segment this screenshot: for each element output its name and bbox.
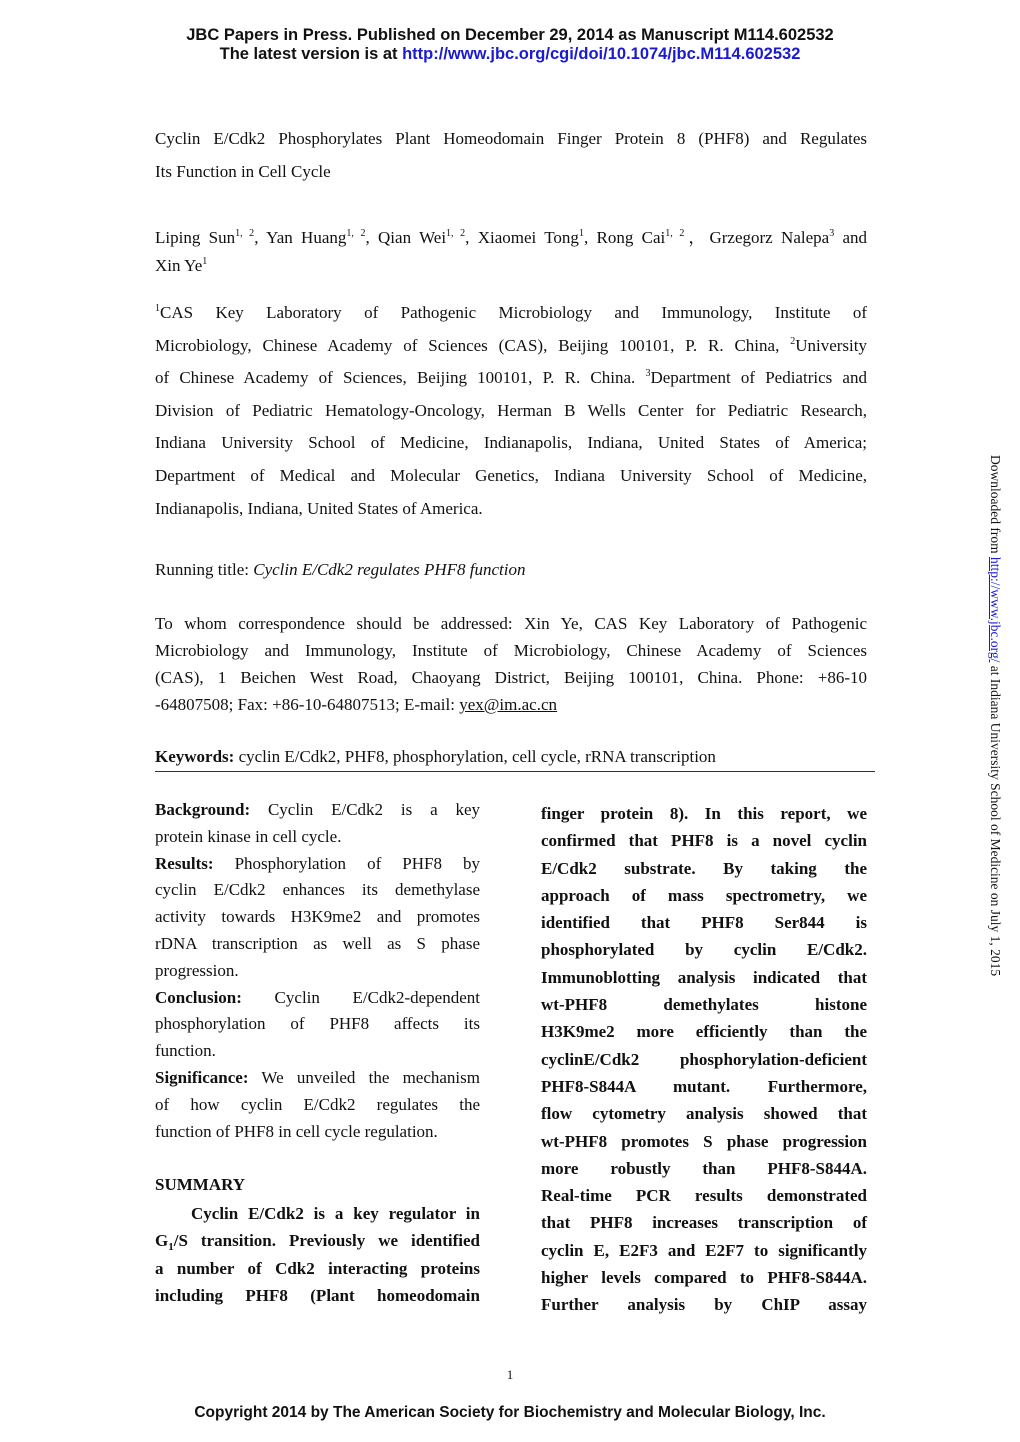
correspondence [155, 610, 867, 718]
abstract-line: function. [155, 1041, 216, 1061]
affil-mark: 2 [790, 335, 796, 347]
keywords-label: Keywords: [155, 747, 235, 766]
structured-abstract [155, 797, 480, 1145]
author-name: Xin Ye [155, 256, 203, 275]
abstract-line: protein kinase in cell cycle. [155, 826, 342, 846]
banner-prefix: The latest version is at [219, 45, 403, 63]
affil-line-2 [155, 330, 867, 363]
affil-mark: 1 [155, 303, 160, 314]
summary-cont-line: Further analysis by ChIP assay [541, 1295, 867, 1315]
corr-line-4 [155, 691, 867, 718]
banner-line-2 [0, 45, 1020, 64]
corr-text: -64807508; Fax: +86-10-64807513; E-mail: [155, 695, 460, 714]
keywords [155, 744, 867, 770]
summary-cont-line: wt-PHF8 promotes S phase progression [541, 1131, 867, 1151]
running-title-text: Cyclin E/Cdk2 regulates PHF8 function [253, 560, 526, 579]
author-affil-mark: 1, 2 [446, 228, 466, 239]
abstract-line [155, 1065, 480, 1092]
affil-line-3 [155, 362, 867, 395]
abstract-line [155, 985, 480, 1012]
summary-continued [541, 800, 867, 1319]
summary-cont-line: more robustly than PHF8-S844A. [541, 1158, 867, 1178]
running-title-label: Running title: [155, 560, 254, 579]
author-affil-mark: 1 [578, 228, 584, 239]
abstract-line: phosphorylation of PHF8 affects its [155, 1014, 480, 1034]
affil-line-7: Indianapolis, Indiana, United States of America. [155, 498, 483, 518]
affil-text: of Chinese Academy of Sciences, Beijing 100101, P. R. China. [155, 368, 646, 388]
abstract-line: cyclin E/Cdk2 enhances its demethylase [155, 880, 480, 900]
author-affil-mark: 1 [202, 256, 208, 267]
press-banner [0, 26, 1020, 64]
summary-cont-line: flow cytometry analysis showed that [541, 1104, 867, 1124]
author-affil-mark: 1, 2 [665, 228, 685, 239]
summary-line: a number of Cdk2 interacting proteins [155, 1258, 480, 1278]
authors-line-2 [155, 252, 867, 280]
affil-text: CAS Key Laboratory of Pathogenic Microbiology and Immunology, Institute of [160, 303, 867, 322]
abstract-text: Phosphorylation of PHF8 by [213, 853, 480, 873]
conclusion-label: Conclusion: [155, 987, 242, 1007]
affil-mark: 3 [645, 368, 651, 380]
doi-link[interactable]: http://www.jbc.org/cgi/doi/10.1074/jbc.M114.602532 [402, 45, 801, 63]
abstract-line [155, 851, 480, 878]
summary-cont-line: wt-PHF8 demethylates histone [541, 995, 867, 1015]
background-label: Background: [155, 800, 251, 819]
authors-line-1 [155, 224, 867, 252]
summary-text-rest: /S transition. Previously we identified [173, 1231, 480, 1251]
affiliations [155, 297, 867, 525]
summary-heading: SUMMARY [155, 1175, 246, 1194]
author-name: ，Grzegorz Nalepa [684, 228, 830, 247]
abstract-text: We unveiled the mechanism [248, 1067, 480, 1087]
jbc-link[interactable]: http://www.jbc.org/ [988, 556, 1003, 663]
affil-line-4: Division of Pediatric Hematology-Oncology, Herman B Wells Center for Pediatric Research, [155, 400, 867, 420]
author-affil-mark: 1, 2 [346, 228, 366, 239]
author-name: , Rong Cai [583, 228, 666, 247]
summary-cont-line: that PHF8 increases transcription of [541, 1213, 867, 1233]
download-sidebar [987, 455, 1003, 976]
sidebar-prefix: Downloaded from [988, 455, 1003, 557]
summary-cont-line: Real-time PCR results demonstrated [541, 1186, 867, 1206]
author-name: , Qian Wei [365, 228, 447, 247]
summary-text [155, 1200, 480, 1309]
abstract-text: Cyclin E/Cdk2-dependent [241, 987, 480, 1007]
summary-cont-line: approach of mass spectrometry, we [541, 885, 867, 905]
summary-cont-line: cyclin E, E2F3 and E2F7 to significantly [541, 1240, 867, 1260]
abstract-line: progression. [155, 960, 239, 980]
author-conjunction: and [834, 228, 868, 247]
summary-subscript: 1 [168, 1241, 174, 1254]
author-affil-mark: 3 [829, 228, 835, 239]
summary-cont-line: E/Cdk2 substrate. By taking the [541, 858, 867, 878]
abstract-line: function of PHF8 in cell cycle regulation. [155, 1121, 438, 1141]
author-name: Liping Sun [155, 228, 236, 247]
results-label: Results: [155, 853, 214, 873]
affil-text: Department of Pediatrics and [650, 368, 867, 388]
article-title [155, 122, 867, 188]
author-name: , Xiaomei Tong [465, 228, 579, 247]
keywords-text: cyclin E/Cdk2, PHF8, phosphorylation, cell cycle, rRNA transcription [234, 747, 716, 766]
author-list [155, 224, 867, 280]
affil-text: Microbiology, Chinese Academy of Sciences (CAS), Beijing 100101, P. R. China, [155, 335, 791, 355]
author-name: , Yan Huang [254, 228, 347, 247]
summary-cont-line: confirmed that PHF8 is a novel cyclin [541, 831, 867, 851]
section-divider [155, 771, 875, 772]
summary-cont-line: identified that PHF8 Ser844 is [541, 913, 867, 933]
banner-line-1: JBC Papers in Press. Published on December 29, 2014 as Manuscript M114.602532 [186, 26, 834, 44]
copyright-footer: Copyright 2014 by The American Society for Biochemistry and Molecular Biology, Inc. [194, 1404, 826, 1421]
summary-line [155, 1227, 480, 1254]
affil-line-1 [155, 297, 867, 330]
summary-text-g: G [155, 1231, 169, 1251]
abstract-text: Cyclin E/Cdk2 is a key [250, 800, 480, 819]
significance-label: Significance: [155, 1067, 249, 1087]
corr-line-1: To whom correspondence should be addressed: Xin Ye, CAS Key Laboratory of Pathogenic [155, 614, 867, 633]
abstract-line: of how cyclin E/Cdk2 regulates the [155, 1094, 480, 1114]
affil-line-5: Indiana University School of Medicine, Indianapolis, Indiana, United States of America; [155, 433, 867, 453]
affil-text: University [795, 335, 867, 355]
summary-cont-line: phosphorylated by cyclin E/Cdk2. [541, 940, 867, 960]
abstract-line: activity towards H3K9me2 and promotes [155, 907, 480, 927]
title-line-1: Cyclin E/Cdk2 Phosphorylates Plant Homeodomain Finger Protein 8 (PHF8) and Regulates [155, 129, 867, 148]
affil-line-6: Department of Medical and Molecular Genetics, Indiana University School of Medicine, [155, 465, 867, 485]
summary-cont-line: cyclinE/Cdk2 phosphorylation-deficient [541, 1049, 867, 1069]
corr-line-2: Microbiology and Immunology, Institute of Microbiology, Chinese Academy of Sciences [155, 641, 867, 660]
sidebar-suffix: at Indiana University School of Medicine on July 1, 2015 [988, 662, 1003, 977]
abstract-line [155, 797, 480, 824]
summary-cont-line: H3K9me2 more efficiently than the [541, 1022, 867, 1042]
author-affil-mark: 1, 2 [235, 228, 255, 239]
summary-line: Cyclin E/Cdk2 is a key regulator in [191, 1204, 480, 1223]
corr-line-3: (CAS), 1 Beichen West Road, Chaoyang District, Beijing 100101, China. Phone: +86-10 [155, 668, 867, 687]
summary-cont-line: finger protein 8). In this report, we [541, 804, 867, 823]
summary-line: including PHF8 (Plant homeodomain [155, 1285, 480, 1305]
summary-cont-line: PHF8-S844A mutant. Furthermore, [541, 1076, 867, 1096]
summary-cont-line: higher levels compared to PHF8-S844A. [541, 1268, 867, 1288]
summary-cont-line: Immunoblotting analysis indicated that [541, 967, 867, 987]
abstract-line: rDNA transcription as well as S phase [155, 933, 480, 953]
running-title [155, 557, 867, 583]
page-number: 1 [506, 1367, 514, 1382]
title-line-2: Its Function in Cell Cycle [155, 162, 331, 181]
email-link[interactable]: yex@im.ac.cn [459, 695, 558, 714]
